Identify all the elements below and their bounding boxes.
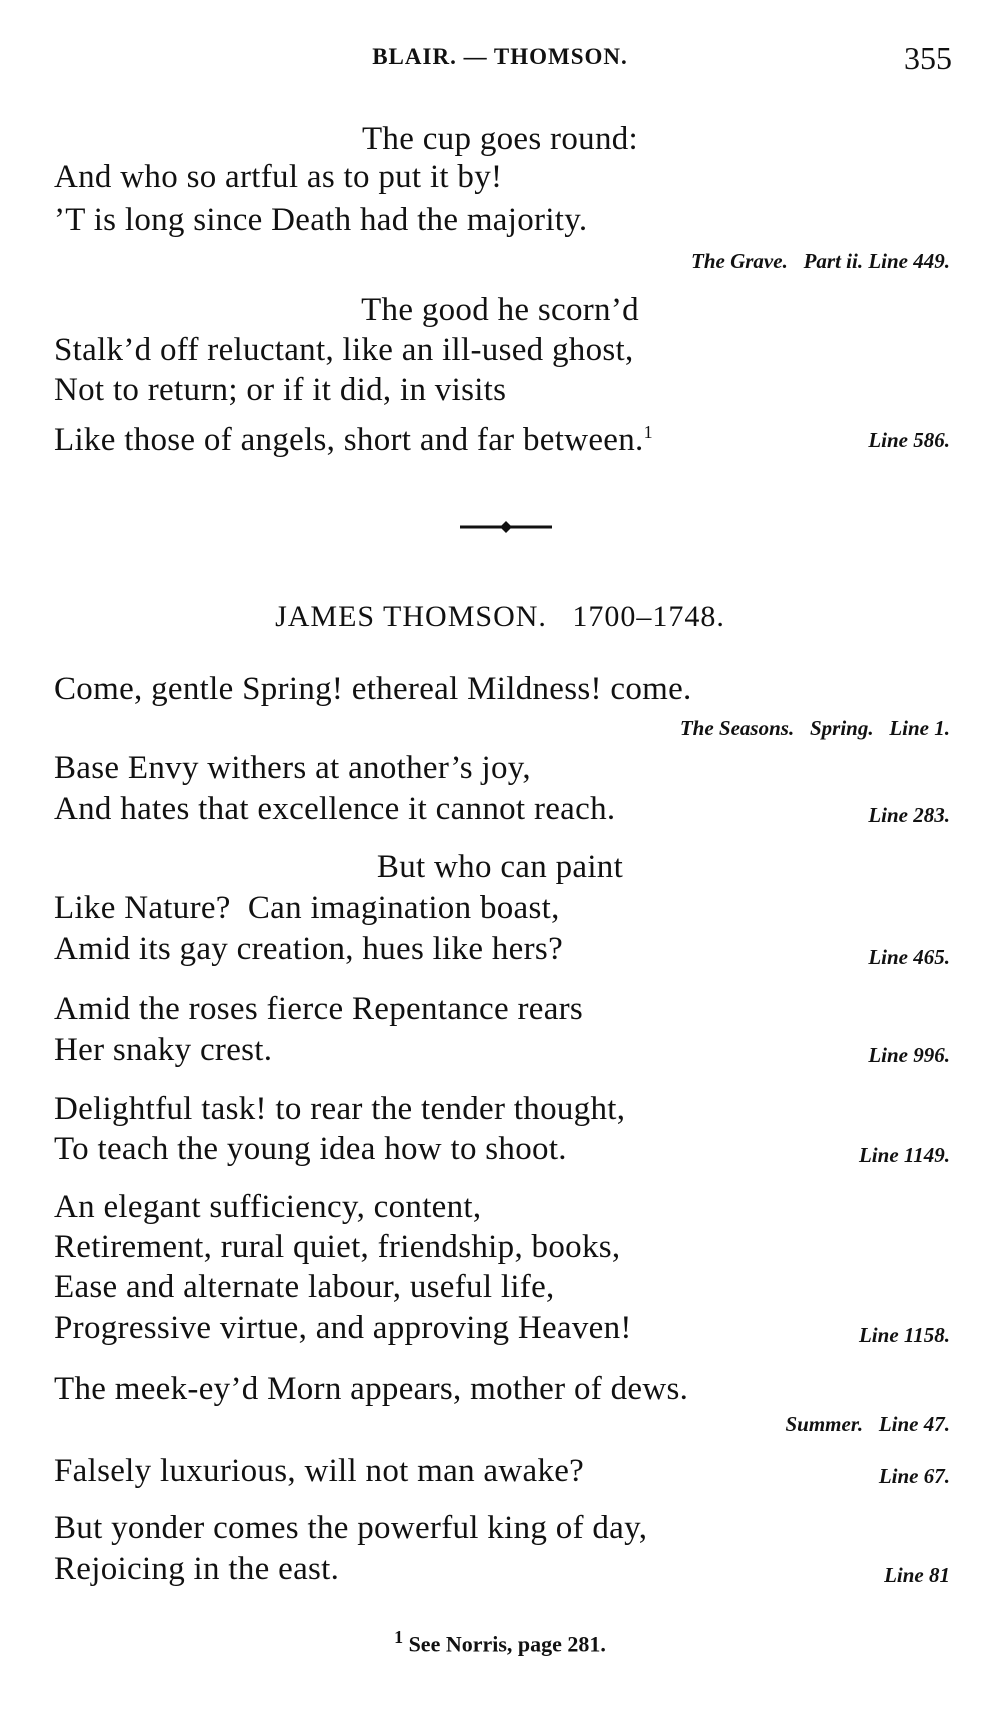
verse-line: Ease and alternate labour, useful life, [54, 1269, 555, 1305]
verse-line: The good he scorn’d [361, 292, 639, 328]
verse-line: And who so artful as to put it by! [54, 159, 503, 195]
citation: Summer. Line 47. [785, 1412, 950, 1436]
citation: The Grave. Part ii. Line 449. [691, 249, 950, 273]
verse-line: To teach the young idea how to shoot. [54, 1131, 567, 1167]
citation: Line 1149. [858, 1143, 950, 1167]
verse-line [54, 412, 653, 460]
citation: Line 67. [878, 1464, 950, 1488]
verse-line: The meek-ey’d Morn appears, mother of dews. [54, 1371, 689, 1407]
ornament-divider-icon [460, 520, 552, 534]
citation: Line 996. [868, 1043, 950, 1067]
verse-line: Retirement, rural quiet, friendship, books, [54, 1229, 621, 1265]
verse-line: But who can paint [376, 849, 624, 885]
footnote-mark: 1 [643, 422, 653, 442]
verse-line: The cup goes round: [361, 121, 639, 157]
citation: Line 81 [884, 1563, 950, 1587]
footnote-text: See Norris, page 281. [408, 1631, 606, 1657]
verse-line: Rejoicing in the east. [54, 1551, 340, 1587]
verse-line: And hates that excellence it cannot reach. [54, 791, 616, 827]
verse-line: Her snaky crest. [54, 1032, 273, 1068]
verse-line: An elegant sufficiency, content, [54, 1189, 482, 1225]
section-title: JAMES THOMSON. 1700–1748. [275, 600, 725, 633]
citation: The Seasons. Spring. Line 1. [679, 716, 950, 740]
verse-line: Like Nature? Can imagination boast, [54, 890, 560, 926]
citation: Line 465. [868, 945, 950, 969]
citation: Line 586. [868, 428, 950, 452]
verse-line: Come, gentle Spring! ethereal Mildness! come. [54, 671, 692, 707]
verse-line: Base Envy withers at another’s joy, [54, 750, 531, 786]
running-title: BLAIR. — THOMSON. [372, 44, 628, 69]
citation: Line 1158. [858, 1323, 950, 1347]
footnote-number: 1 [394, 1627, 404, 1647]
verse-line: But yonder comes the powerful king of day, [54, 1510, 648, 1546]
verse-text: Like those of angels, short and far between. [54, 422, 644, 458]
verse-line: ’T is long since Death had the majority. [54, 202, 588, 238]
verse-line: Stalk’d off reluctant, like an ill-used ghost, [54, 332, 634, 368]
citation: Line 283. [868, 803, 950, 827]
footnote [0, 1627, 1000, 1657]
verse-line: Falsely luxurious, will not man awake? [54, 1453, 585, 1489]
verse-line: Amid its gay creation, hues like hers? [54, 931, 564, 967]
verse-line: Delightful task! to rear the tender thought, [54, 1091, 626, 1127]
page-number: 355 [904, 40, 952, 76]
verse-line: Progressive virtue, and approving Heaven! [54, 1310, 632, 1346]
verse-line: Amid the roses fierce Repentance rears [54, 991, 584, 1027]
verse-line: Not to return; or if it did, in visits [54, 372, 507, 408]
